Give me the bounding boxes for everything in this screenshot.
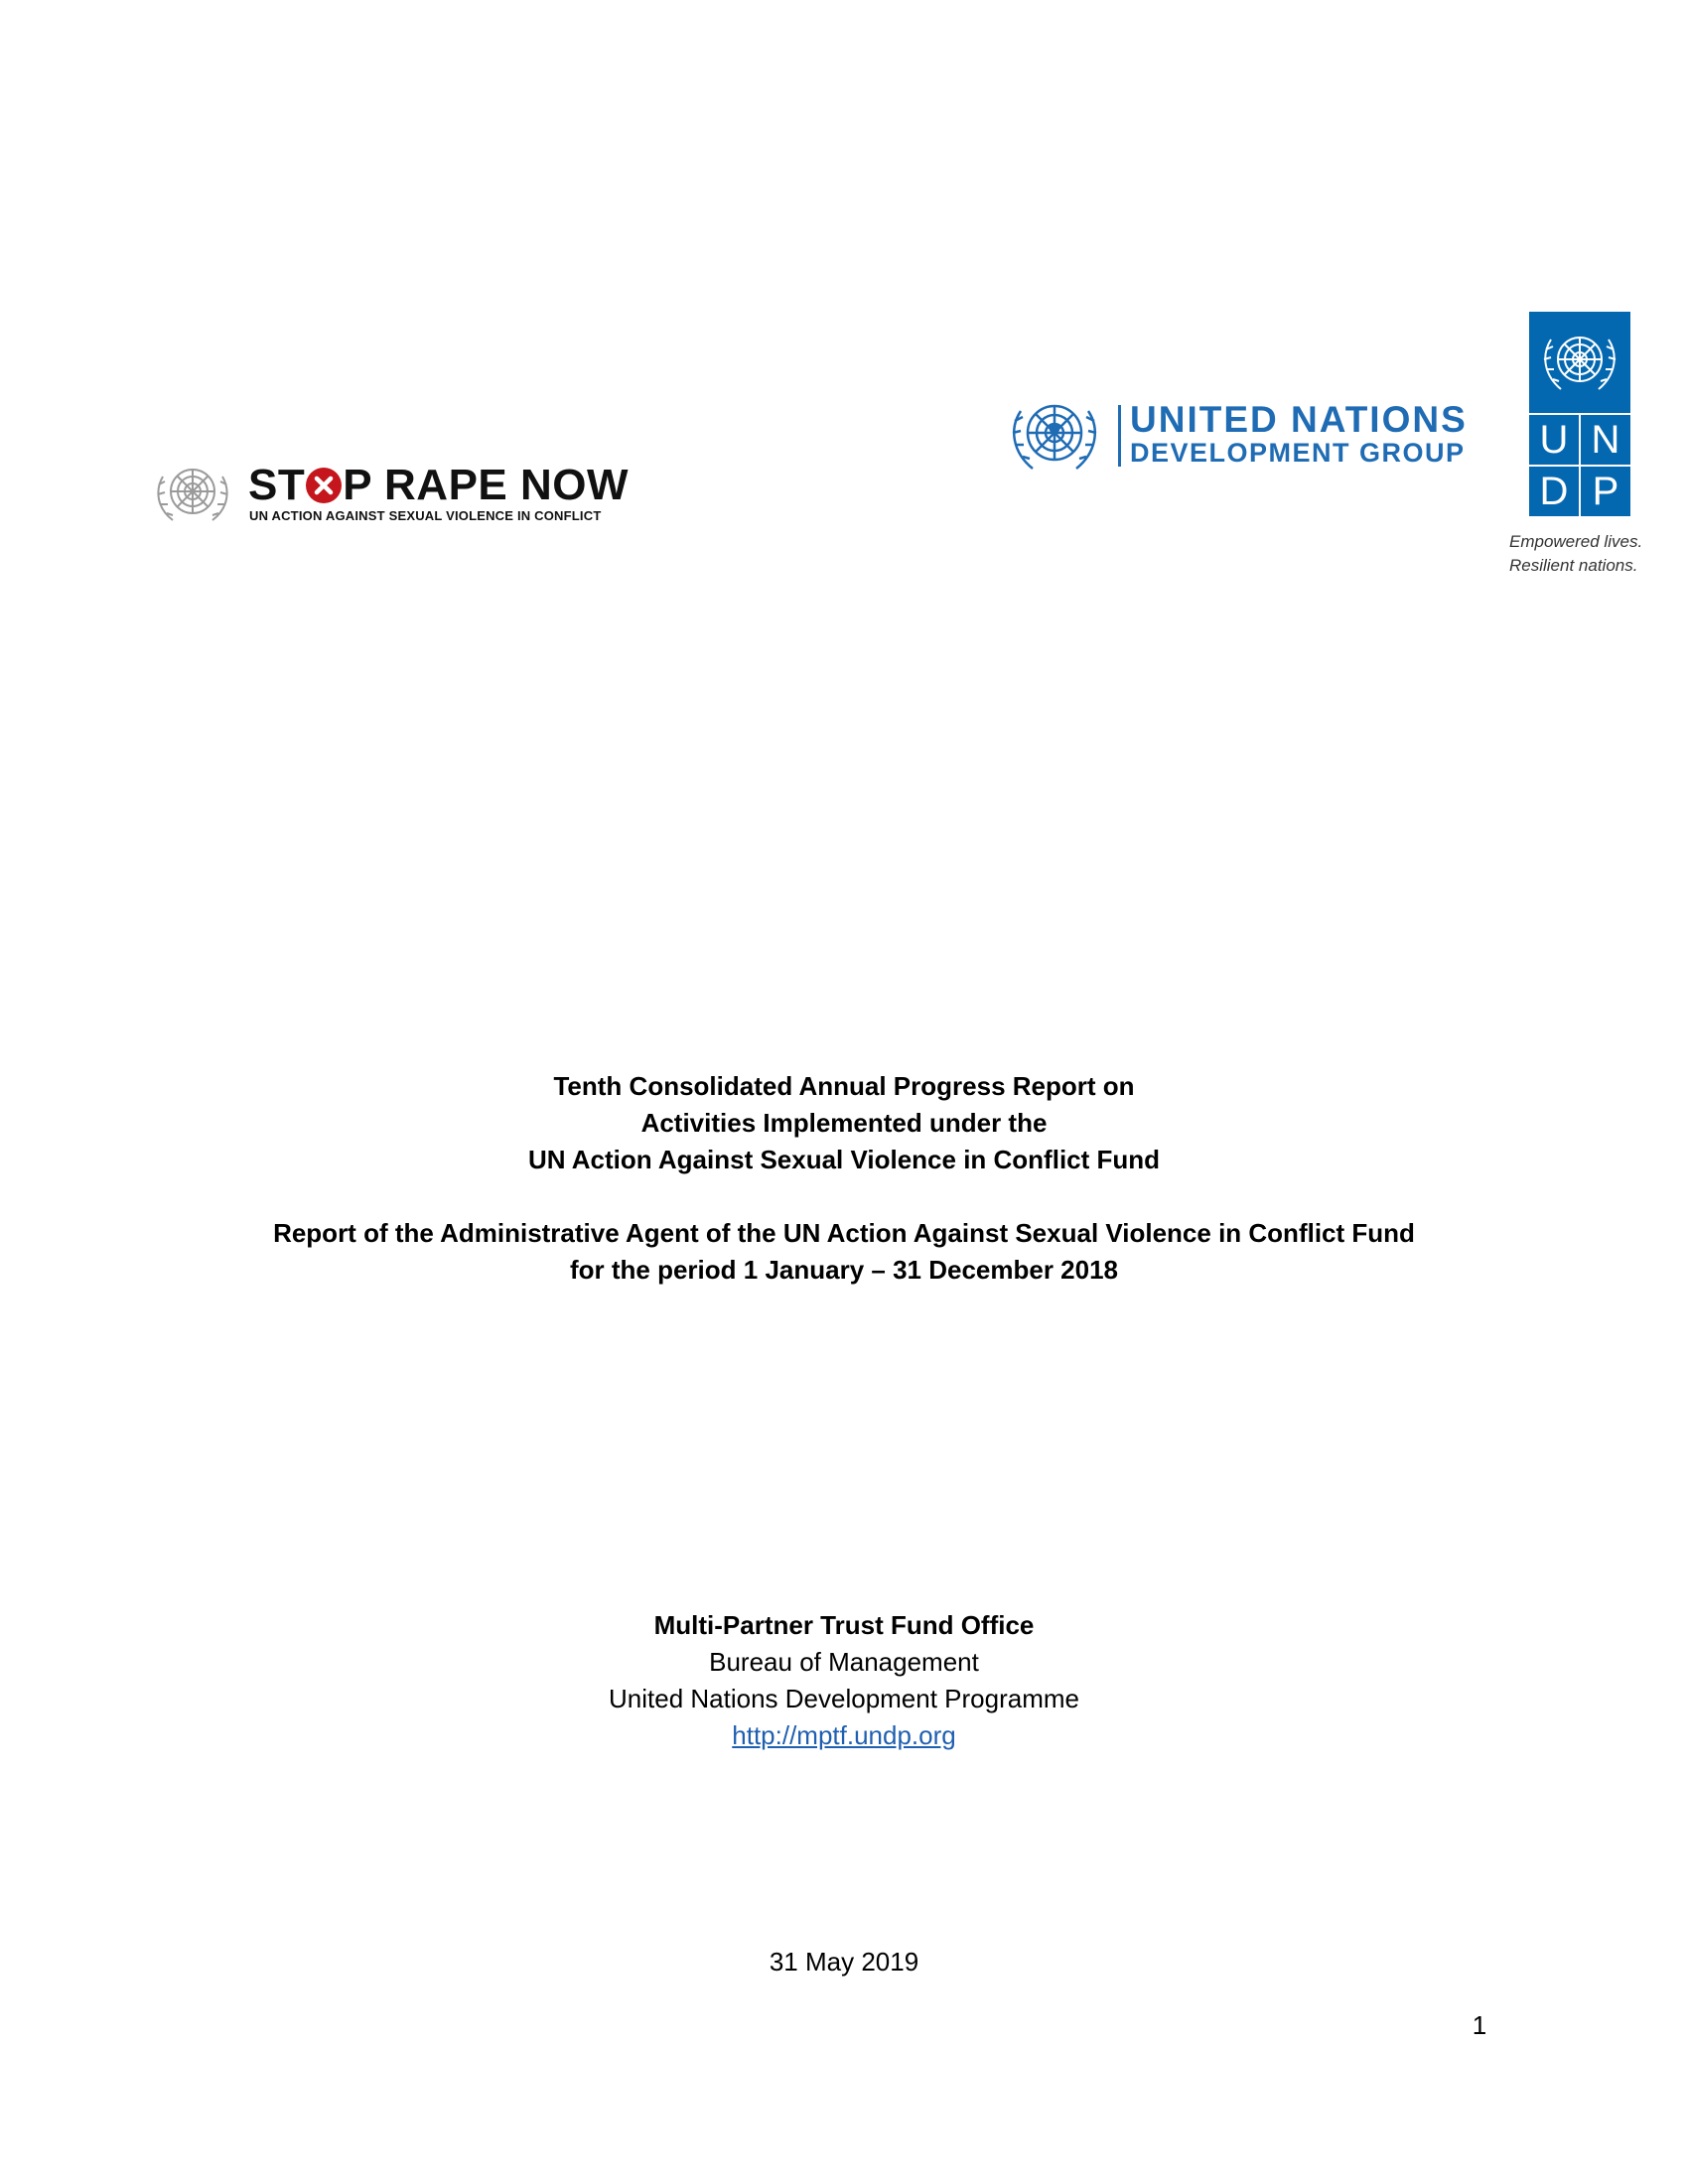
undp-divider xyxy=(1529,465,1630,467)
undg-title: UNITED NATIONS xyxy=(1130,399,1468,440)
stop-rape-now-logo xyxy=(149,459,630,528)
report-subtitle-line: Report of the Administrative Agent of the UN Action Against Sexual Violence in Conflict Fund xyxy=(273,1218,1415,1248)
undp-letter: D xyxy=(1539,470,1569,513)
report-title-line: Activities Implemented under the xyxy=(640,1108,1048,1138)
report-title-line: UN Action Against Sexual Violence in Conflict Fund xyxy=(527,1145,1161,1174)
office-bureau: Bureau of Management xyxy=(709,1647,979,1677)
report-date: 31 May 2019 xyxy=(769,1947,919,1977)
undp-letter: P xyxy=(1592,470,1619,513)
undp-tagline-line: Empowered lives. xyxy=(1509,532,1643,551)
page-number: 1 xyxy=(1472,2010,1487,2040)
report-subtitle xyxy=(0,1215,1688,1289)
undp-tagline-line: Resilient nations. xyxy=(1509,556,1638,575)
stop-rape-now-wordmark: ST P RAPE NOW xyxy=(248,461,630,509)
undp-letter: U xyxy=(1539,418,1569,462)
un-emblem-icon xyxy=(1003,387,1106,482)
stop-rape-now-tagline: UN ACTION AGAINST SEXUAL VIOLENCE IN CONFLICT xyxy=(249,508,602,523)
undp-logo xyxy=(1529,312,1630,516)
mptf-link[interactable]: http://mptf.undp.org xyxy=(732,1720,956,1750)
office-organization: United Nations Development Programme xyxy=(609,1684,1079,1713)
undg-divider xyxy=(1118,405,1121,467)
undp-tagline xyxy=(1509,530,1658,578)
undp-letter: N xyxy=(1591,418,1620,462)
report-title xyxy=(0,1068,1688,1178)
undg-subtitle: DEVELOPMENT GROUP xyxy=(1130,438,1466,468)
report-subtitle-line: for the period 1 January – 31 December 2018 xyxy=(569,1255,1119,1285)
un-emblem-icon xyxy=(149,459,236,528)
x-circle-icon xyxy=(306,468,342,503)
un-emblem-icon xyxy=(1529,312,1630,415)
office-block xyxy=(0,1607,1688,1754)
office-name: Multi-Partner Trust Fund Office xyxy=(653,1610,1035,1640)
report-title-line: Tenth Consolidated Annual Progress Report on xyxy=(553,1071,1135,1101)
undg-logo xyxy=(1003,387,1479,482)
